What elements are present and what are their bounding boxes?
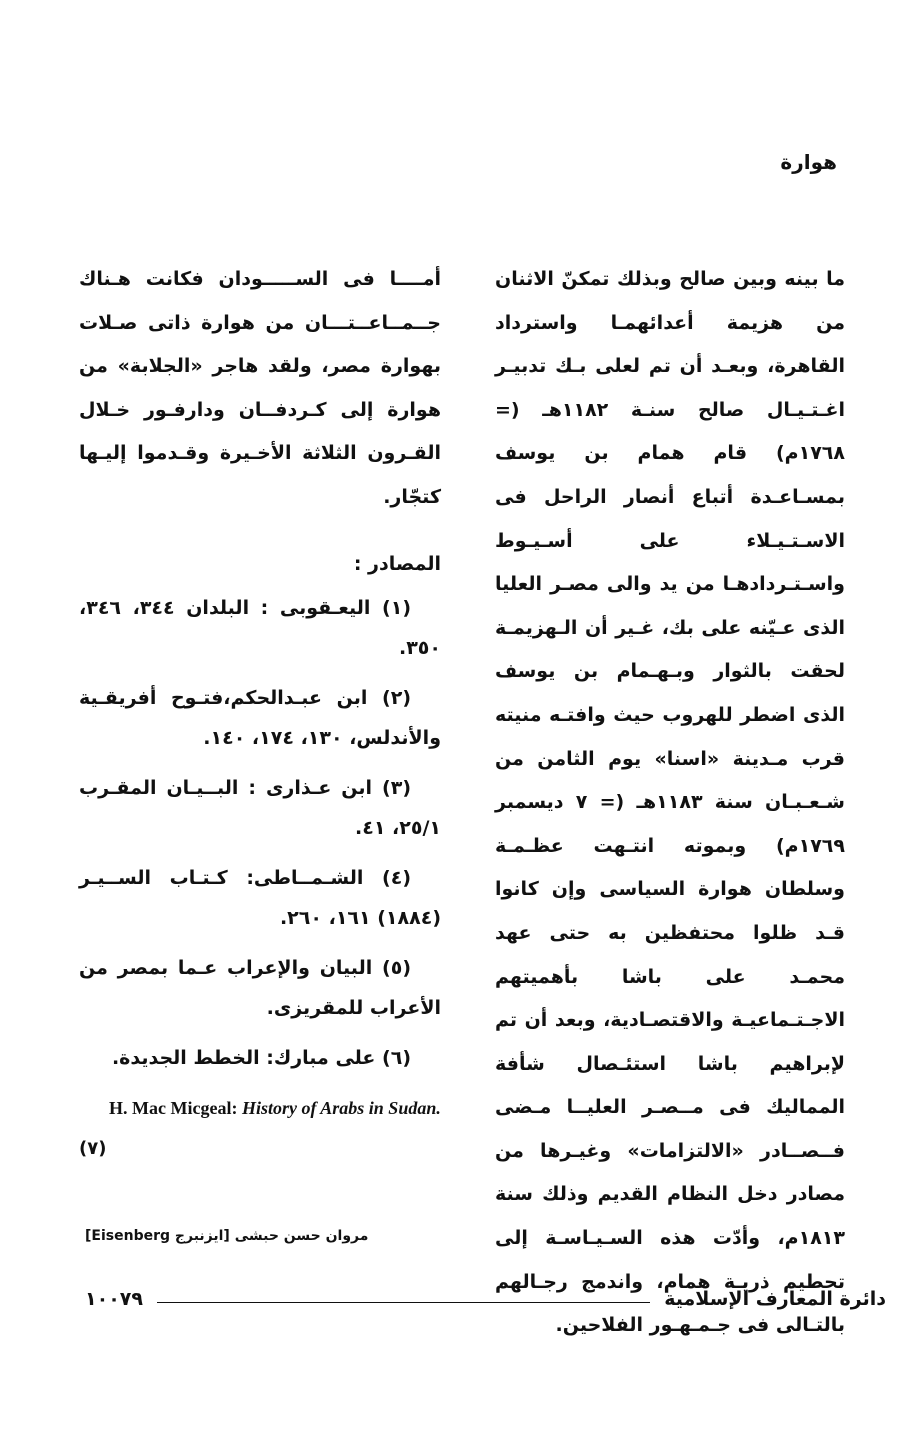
source-item: (٣) ابن عـذارى : البــيـان المقـرب ٢٥/١، ٤١. [79,776,441,839]
journal-name: دائرة المعارف الإسلامية [664,1288,886,1310]
source-item: (٦) على مبارك: الخطط الجديدة. [111,1046,411,1069]
sources-heading: المصادر : [353,552,441,575]
left-column [79,258,441,1179]
source-item: (٥) البيان والإعراب عـما بمصر من الأعراب للمقريزى. [79,956,441,1019]
sources-list [79,588,441,1169]
source-item: (١) اليعـقوبى : البلدان ٣٤٤، ٣٤٦، ٣٥٠. [79,596,441,659]
page-number: ١٠٠٧٩ [85,1288,143,1310]
source-item: (٤) الشـمــاطى: كـتـاب الســيـر (١٨٨٤) ١٦١، ٢٦٠. [79,866,441,929]
body-paragraph: ما بينه وبين صالح وبذلك تمكنّ الاثنان من هزيمة أعدائهمـا واسترداد القاهرة، وبعـد أن تم لعلى بـك تدبيـر اغـتـيـال صالح سنـة ١١٨٢هـ (= ١٧٦٨م) قام همام بن يوسف بمسـاعـدة أتباع أنصار الراحل فى الاسـتـيـلاء على أسـيـوط واسـتـردادهـا من يد والى مصـر العليا الذى عـيّنه على بك، غـير أن الـهزيمـة لحقت بالثوار وبـهـمام بن يوسف الذى اضطر للهروب حيث وافتـه منيته قرب مـدينة «اسنا» يوم الثامن من شـعـبـان سنة ١١٨٣هـ (= ٧ ديسمبر ١٧٦٩م) وبموته انتـهت عظـمـة وسلطان هوارة السياسى وإن كانوا قـد ظلوا محتفظين به حتى عهد محمـد على باشا بأهميتهم الاجـتـماعيـة والاقتصـادية، وبعد أن تم لإبراهيم باشا استئـصال شأفة المماليك فى مــصـر العليــا مـضى فــصــادر «الالتزامات» وغيـرها من مصادر دخل النظام القديم وذلك سنة ١٨١٣م، وأدّت هذه السـيـاسـة إلى تحطيم ذريـة همام، واندمج رجـالهم بالتـالى فى جـمـهـور الفلاحين. [495,268,845,1337]
sudan-paragraph: أمــــا فى الســـــودان فكانت هـناك جــمــاعــتـــان من هوارة ذاتى صـلات بهوارة مصر، ولقد هاجر «الجلابة» من هوارة إلى كـردفــان ودارفـور خـلال القـرون الثلاثة الأخـيرة وقـدموا إليـها كتجّار. [79,268,441,508]
source-number: (٧) [79,1137,107,1159]
right-column [495,258,845,1348]
page-footer [85,1288,886,1310]
footer-rule [157,1302,650,1303]
source-item: (٢) ابن عبـدالحكم،فتـوح أفريقـية والأندلس، ١٣٠، ١٧٤، ١٤٠. [79,686,441,749]
page-title: هوارة [780,150,837,174]
source-item-english [79,1088,441,1169]
source-title: History of Arabs in Sudan. [241,1097,441,1118]
source-author: H. Mac Micgeal: [109,1097,238,1118]
article-author: مروان حسن حبشى [ايزنبرج Eisenberg] [85,1228,369,1244]
